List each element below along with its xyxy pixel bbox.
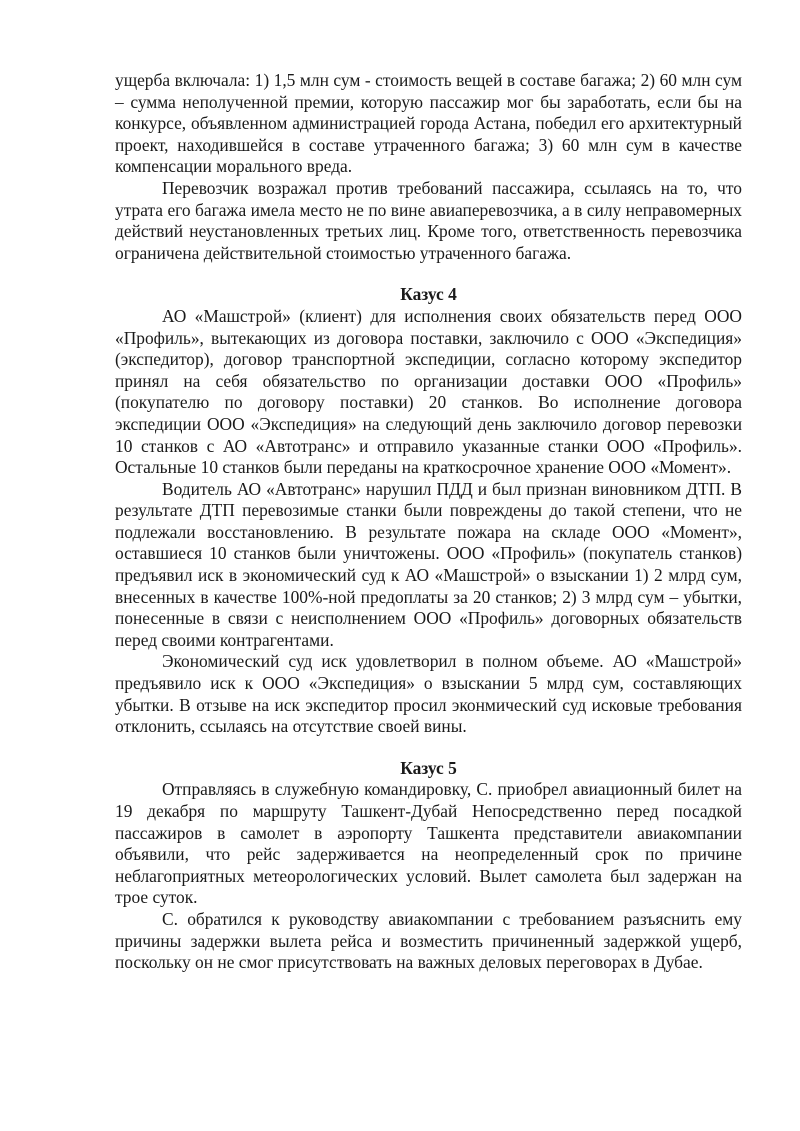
case-4-paragraph-2: Водитель АО «Автотранс» нарушил ПДД и был признан виновником ДТП. В результате ДТП перевозимые станки были повреждены до такой степени, что не подлежали восстановлению. В результате пожара на складе ООО «Момент», оставшиеся 10 станков были уничтожены. ООО «Профиль» (покупатель станков) предъявил иск в экономический суд к АО «Машстрой» о взыскании 1) 2 млрд сум, внесенных в качестве 100%-ной предоплаты за 20 станков; 2) 3 млрд сум – убытки, понесенные в связи с неисполнением ООО «Профиль» договорных обязательств перед своими контрагентами. xyxy=(115,478,742,650)
case-4-paragraph-1: АО «Машстрой» (клиент) для исполнения своих обязательств перед ООО «Профиль», вытекающих из договора поставки, заключило с ООО «Экспедиция» (экспедитор), договор транспортной экспедиции, согласно которому экспедитор принял на себя обязательство по организации доставки ООО «Профиль» (покупателю по договору поставки) 20 станков. Во исполнение договора экспедиции ООО «Экспедиция» на следующий день заключило договор перевозки 10 станков с АО «Автотранс» и отправило указанные станки ООО «Профиль». Остальные 10 станков были переданы на краткосрочное хранение ООО «Момент». xyxy=(115,305,742,478)
case-5-heading: Казус 5 xyxy=(400,757,457,778)
paragraph-carrier-objection: Перевозчик возражал против требований пассажира, ссылаясь на то, что утрата его багажа имела место не по вине авиаперевозчика, а в силу неправомерных действий неустановленных третьих лиц. Кроме того, ответственность перевозчика ограничена действительной стоимостью утраченного багажа. xyxy=(115,177,742,263)
paragraph-damage-composition: ущерба включала: 1) 1,5 млн сум - стоимость вещей в составе багажа; 2) 60 млн сум – сумма неполученной премии, которую пассажир мог бы заработать, если бы на конкурсе, объявленном администрацией города Астана, победил его архитектурный проект, находившейся в составе утраченного багажа; 3) 60 млн сум в качестве компенсации морального вреда. xyxy=(115,70,742,177)
document-page xyxy=(115,70,742,974)
case-4-paragraph-3: Экономический суд иск удовлетворил в полном объеме. АО «Машстрой» предъявило иск к ООО «Экспедиция» о взыскании 5 млрд сум, составляющих убытки. В отзыве на иск экспедитор просил эконмический суд исковые требования отклонить, ссылаясь на отсутствие своей вины. xyxy=(115,651,742,737)
case-5-paragraph-1: Отправляясь в служебную командировку, С. приобрел авиационный билет на 19 декабря по маршруту Ташкент-Дубай Непосредственно перед посадкой пассажиров в самолет в аэропорту Ташкента представители авиакомпании объявили, что рейс задерживается на неопределенный срок по причине неблагоприятных метеорологических условий. Вылет самолета был задержан на трое суток. xyxy=(115,779,742,908)
case-4-heading: Казус 4 xyxy=(400,284,457,305)
section-spacer xyxy=(115,264,742,284)
section-spacer xyxy=(115,738,742,758)
case-5-paragraph-2: С. обратился к руководству авиакомпании с требованием разъяснить ему причины задержки вылета рейса и возместить причиненный задержкой ущерб, поскольку он не смог присутствовать на важных деловых переговорах в Дубае. xyxy=(115,908,742,973)
